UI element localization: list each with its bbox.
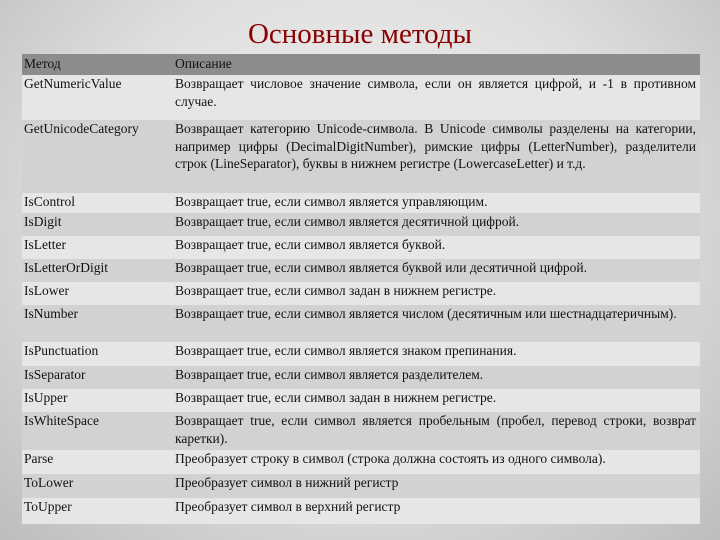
method-name: IsPunctuation: [24, 343, 99, 358]
method-name: Parse: [24, 451, 54, 466]
table-row: [22, 120, 700, 193]
method-description: Возвращает true, если символ является пробельным (пробел, перевод строки, возврат каретки).: [175, 413, 696, 446]
method-name: GetUnicodeCategory: [24, 121, 139, 136]
table-row: [22, 342, 700, 366]
method-name: ToUpper: [24, 499, 72, 514]
method-name: IsWhiteSpace: [24, 413, 99, 428]
method-name: IsLower: [24, 283, 69, 298]
method-name: IsNumber: [24, 306, 78, 321]
table-row: [22, 450, 700, 474]
method-description: Возвращает true, если символ является числом (десятичным или шестнадцатеричным).: [175, 306, 677, 321]
method-description: Преобразует строку в символ (строка должна состоять из одного символа).: [175, 451, 606, 466]
header-description: Описание: [175, 56, 232, 71]
method-name: IsSeparator: [24, 367, 86, 382]
table-row: [22, 236, 700, 259]
method-description: Возвращает true, если символ является буквой или десятичной цифрой.: [175, 260, 588, 275]
method-name: IsLetterOrDigit: [24, 260, 108, 275]
table-row: [22, 305, 700, 342]
table-row: [22, 412, 700, 450]
method-description: Возвращает true, если символ является управляющим.: [175, 194, 488, 209]
table-row: [22, 474, 700, 498]
method-name: IsDigit: [24, 214, 62, 229]
method-description: Возвращает true, если символ является десятичной цифрой.: [175, 214, 520, 229]
method-description: Возвращает true, если символ является разделителем.: [175, 367, 484, 382]
method-description: Преобразует символ в верхний регистр: [175, 499, 401, 514]
table-row: [22, 498, 700, 524]
method-description: Возвращает категорию Unicode-символа. В Unicode символы разделены на категории, например цифры (DecimalDigitNumber), римские цифры (LetterNumber), разделители строк (LineSeparator), буквы в нижнем регистре (LowercaseLetter) и т.д.: [175, 121, 696, 171]
slide-title: Основные методы: [247, 18, 473, 50]
method-description: Возвращает числовое значение символа, если он является цифрой, и -1 в противном случае.: [175, 76, 696, 109]
method-description: Возвращает true, если символ является буквой.: [175, 237, 446, 252]
method-description: Возвращает true, если символ задан в нижнем регистре.: [175, 390, 497, 405]
table-header-row: [22, 54, 700, 75]
method-description: Возвращает true, если символ является знаком препинания.: [175, 343, 517, 358]
method-description: Преобразует символ в нижний регистр: [175, 475, 399, 490]
method-description: Возвращает true, если символ задан в нижнем регистре.: [175, 283, 497, 298]
header-method: Метод: [24, 56, 61, 71]
method-name: IsControl: [24, 194, 76, 209]
table-row: [22, 193, 700, 213]
table-row: [22, 213, 700, 236]
table-row: [22, 259, 700, 282]
method-name: ToLower: [24, 475, 74, 490]
table-row: [22, 282, 700, 305]
table-row: [22, 366, 700, 389]
table-row: [22, 75, 700, 120]
methods-table: [22, 54, 700, 524]
method-name: IsLetter: [24, 237, 66, 252]
table-row: [22, 389, 700, 412]
method-name: GetNumericValue: [24, 76, 122, 91]
method-name: IsUpper: [24, 390, 68, 405]
